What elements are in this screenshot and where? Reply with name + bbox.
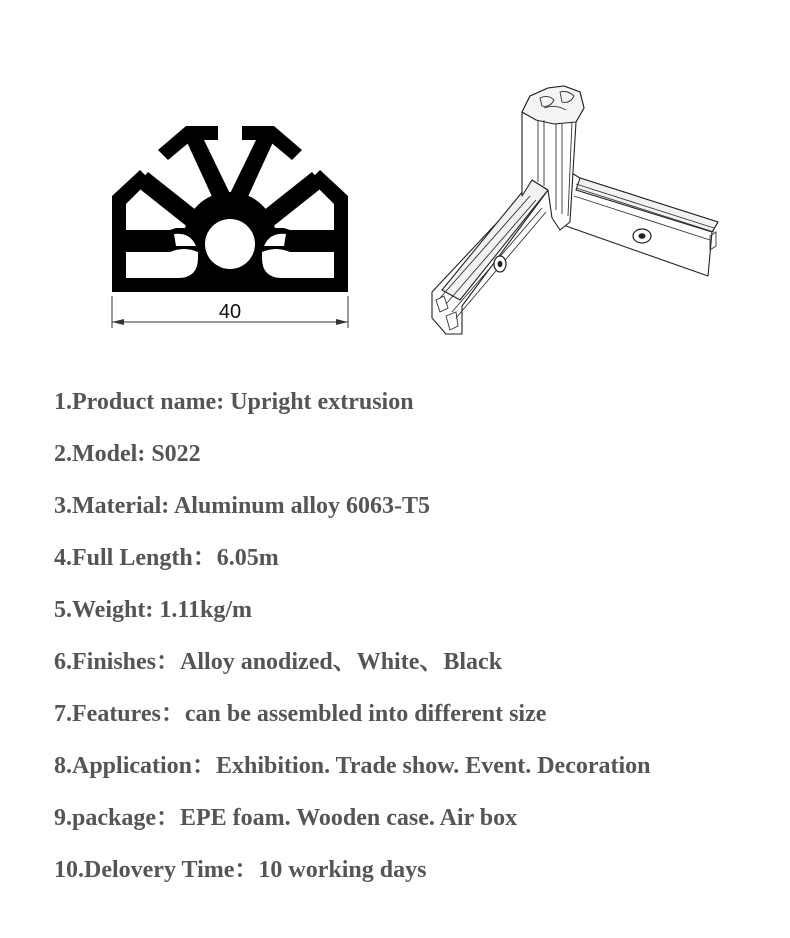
spec-model: 2.Model: S022: [54, 441, 201, 467]
spec-features: 7.Features：can be assembled into different size: [54, 701, 547, 727]
spec-weight: 5.Weight: 1.11kg/m: [54, 597, 253, 623]
spec-package: 9.package：EPE foam. Wooden case. Air box: [54, 805, 518, 831]
product-drawings: [0, 0, 790, 370]
spec-finishes: 6.Finishes：Alloy anodized、White、Black: [54, 649, 503, 675]
profile-cross-section-drawing: [100, 118, 362, 340]
spec-delivery-time: 10.Delovery Time：10 working days: [54, 857, 427, 883]
spec-product-name: 1.Product name: Upright extrusion: [54, 389, 414, 415]
dimension-label: 40: [218, 301, 242, 323]
product-specifications-list: [54, 386, 651, 906]
spec-full-length: 4.Full Length：6.05m: [54, 545, 279, 571]
spec-application: 8.Application：Exhibition. Trade show. Event. Decoration: [54, 753, 651, 779]
spec-material: 3.Material: Aluminum alloy 6063-T5: [54, 493, 430, 519]
three-way-assembly-drawing: [425, 75, 730, 345]
